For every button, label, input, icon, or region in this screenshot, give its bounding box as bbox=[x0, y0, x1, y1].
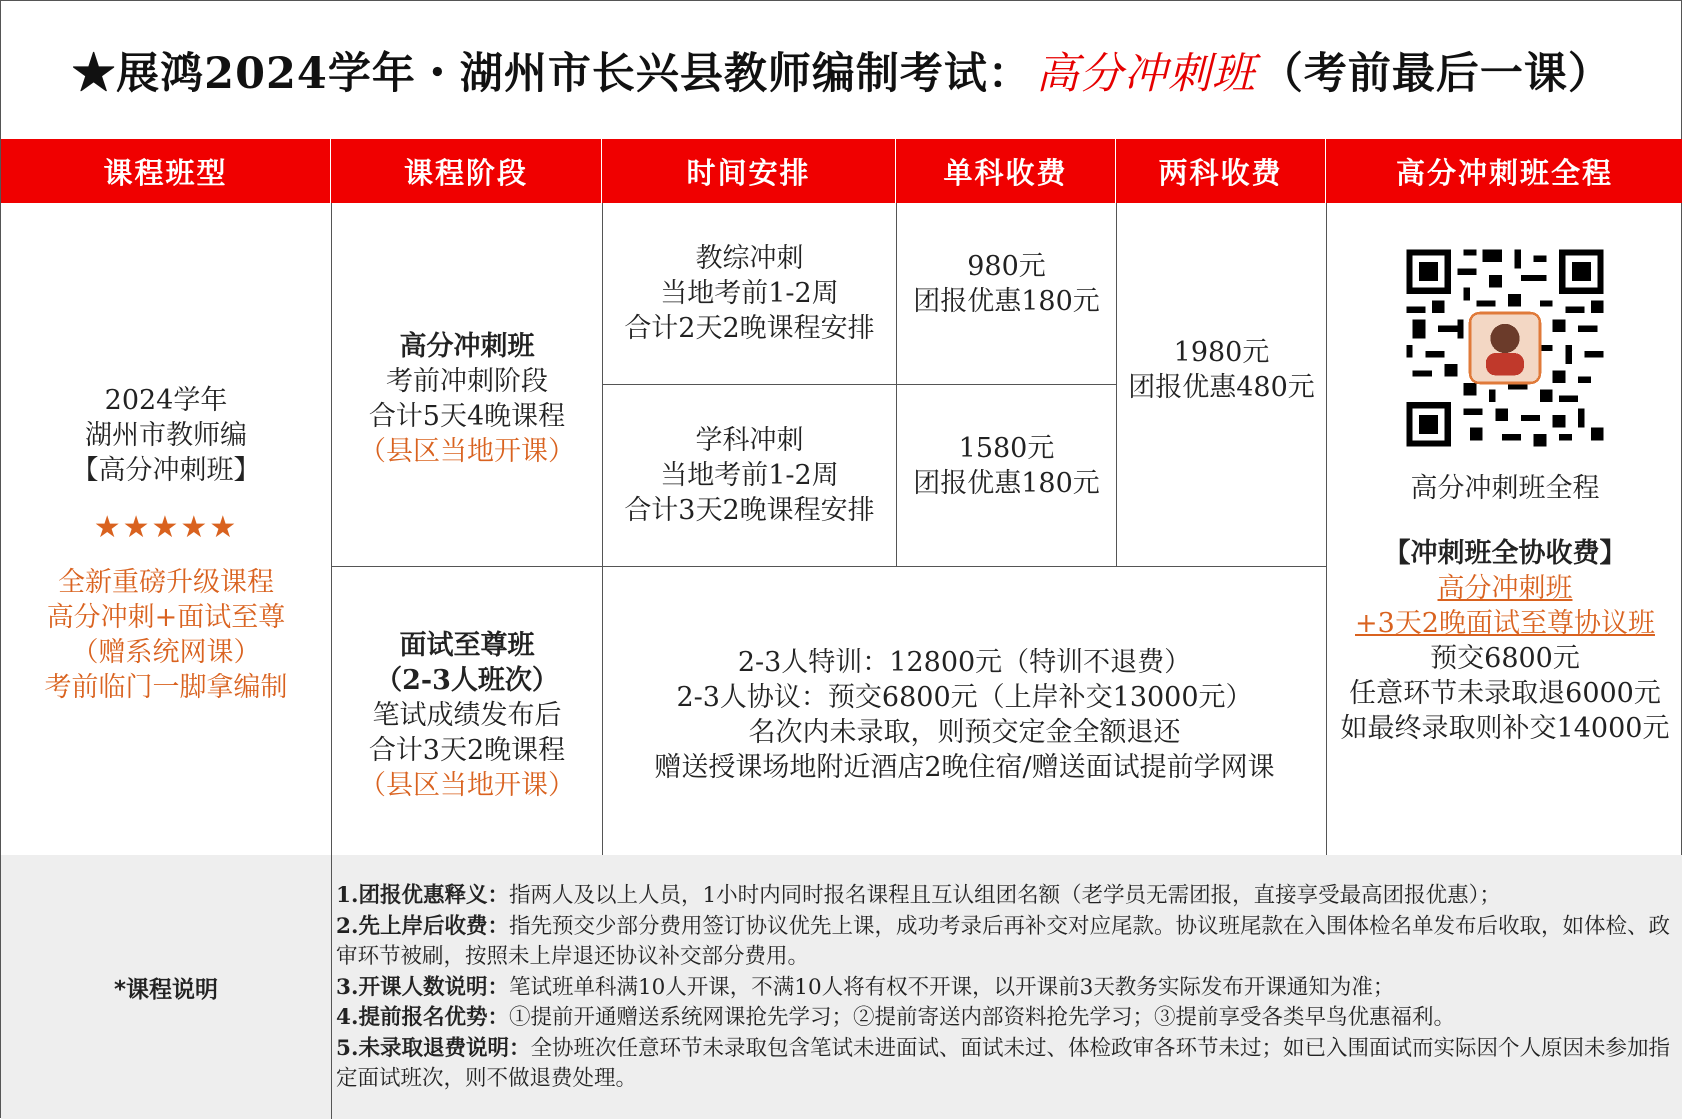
interview-detail-line: 赠送授课场地附近酒店2晚住宿/赠送面试提前学网课 bbox=[654, 752, 1275, 783]
notes-label: *课程说明 bbox=[1, 855, 331, 1119]
promo-line: 全新重磅升级课程 bbox=[58, 567, 274, 598]
fee-two-group: 团报优惠480元 bbox=[1128, 371, 1315, 403]
course-class-name: 【高分冲刺班】 bbox=[71, 455, 261, 486]
promo-line: 考前临门一脚拿编制 bbox=[44, 672, 288, 703]
course-region: 湖州市教师编 bbox=[85, 420, 247, 451]
protocol-prepay: 预交6800元 bbox=[1430, 643, 1580, 674]
header-schedule: 时间安排 bbox=[602, 139, 896, 203]
stage-interview-name: 面试至尊班 bbox=[399, 629, 535, 661]
note-item: 5.未录取退费说明：全协班次任意环节未录取包含笔试未进面试、面试未过、体检政审各环节未过；如已入围面试而实际因个人原因未参加指定面试班次，则不做退费处理。 bbox=[336, 1035, 1670, 1091]
stage-interview-size: （2-3人班次） bbox=[375, 664, 559, 696]
schedule-subject-cell bbox=[603, 385, 896, 566]
schedule-subject-title: 学科冲刺 bbox=[695, 425, 804, 456]
protocol-title: 【冲刺班全协收费】 bbox=[1383, 538, 1627, 569]
title-prefix: ★展鸿2024学年・湖州市长兴县教师编制考试： bbox=[72, 48, 1032, 99]
header-course-type: 课程班型 bbox=[1, 139, 331, 203]
fee-subject-price: 1580元 bbox=[958, 432, 1055, 464]
full-course-link[interactable]: 高分冲刺班 bbox=[1437, 573, 1573, 604]
fee-general-group: 团报优惠180元 bbox=[913, 285, 1100, 317]
stage-interview-timing: 笔试成绩发布后 bbox=[372, 699, 562, 731]
schedule-general-timing: 当地考前1-2周 bbox=[660, 278, 839, 309]
title-highlight: 高分冲刺班 bbox=[1035, 48, 1256, 99]
interview-detail-line: 2-3人协议：预交6800元（上岸补交13000元） bbox=[676, 682, 1253, 713]
header-single-fee: 单科收费 bbox=[896, 139, 1116, 203]
protocol-final: 如最终录取则补交14000元 bbox=[1340, 713, 1670, 744]
course-year: 2024学年 bbox=[104, 385, 228, 416]
note-item: 1.团报优惠释义：指两人及以上人员，1小时内同时报名课程且互认组团名额（老学员无需团报，直接享受最高团报优惠）； bbox=[336, 883, 1501, 908]
stage-sprint-name: 高分冲刺班 bbox=[399, 330, 535, 362]
stage-interview-cell bbox=[332, 567, 602, 855]
interview-protocol-link[interactable]: +3天2晚面试至尊协议班 bbox=[1355, 608, 1655, 639]
stage-interview-duration: 合计3天2晚课程 bbox=[368, 734, 566, 766]
interview-detail-cell bbox=[603, 567, 1326, 855]
schedule-subject-timing: 当地考前1-2周 bbox=[660, 460, 839, 491]
schedule-general-duration: 合计2天2晚课程安排 bbox=[624, 313, 875, 344]
fee-general-price: 980元 bbox=[967, 250, 1046, 282]
full-course-cell bbox=[1327, 203, 1682, 855]
schedule-general-title: 教综冲刺 bbox=[695, 243, 804, 274]
fee-two-subject-cell bbox=[1117, 203, 1326, 566]
stage-interview-location: （县区当地开课） bbox=[359, 769, 575, 801]
fee-subject-group: 团报优惠180元 bbox=[913, 467, 1100, 499]
fee-two-price: 1980元 bbox=[1173, 336, 1270, 368]
header-course-stage: 课程阶段 bbox=[331, 139, 602, 203]
note-item: 3.开课人数说明：笔试班单科满10人开课，不满10人将有权不开课，以开课前3天教务实际发布开课通知为准； bbox=[336, 974, 1395, 1000]
stage-sprint-duration: 合计5天4晚课程 bbox=[368, 400, 566, 432]
protocol-refund: 任意环节未录取退6000元 bbox=[1349, 678, 1661, 709]
note-item: 4.提前报名优势：①提前开通赠送系统网课抢先学习；②提前寄送内部资料抢先学习；③提前享受各类早鸟优惠福利。 bbox=[336, 1005, 1455, 1030]
fee-subject-cell bbox=[897, 385, 1116, 566]
qr-code-icon[interactable] bbox=[1400, 243, 1610, 453]
schedule-general-cell bbox=[603, 203, 896, 384]
page-title bbox=[1, 1, 1682, 140]
promo-line: 高分冲刺+面试至尊 bbox=[46, 602, 286, 633]
note-item: 2.先上岸后收费：指先预交少部分费用签订协议优先上课，成功考录后再补交对应尾款。协议班尾款在入围体检名单发布后收取，如体检、政审环节被刷，按照未上岸退还协议补交部分费用。 bbox=[336, 913, 1670, 969]
header-full-course: 高分冲刺班全程 bbox=[1326, 139, 1682, 203]
course-notes bbox=[332, 855, 1682, 1119]
interview-detail-line: 名次内未录取，则预交定金全额退还 bbox=[748, 717, 1181, 748]
header-two-subject-fee: 两科收费 bbox=[1116, 139, 1326, 203]
fee-general-cell bbox=[897, 203, 1116, 384]
stage-sprint-cell bbox=[332, 203, 602, 566]
stage-sprint-location: （县区当地开课） bbox=[359, 435, 575, 467]
promo-line: （赠系统网课） bbox=[71, 637, 261, 668]
stage-sprint-phase: 考前冲刺阶段 bbox=[386, 365, 548, 397]
qr-caption: 高分冲刺班全程 bbox=[1410, 473, 1600, 504]
course-type-cell bbox=[1, 203, 331, 855]
interview-detail-line: 2-3人特训：12800元（特训不退费） bbox=[737, 647, 1192, 678]
schedule-subject-duration: 合计3天2晚课程安排 bbox=[624, 495, 875, 526]
title-suffix: （考前最后一课） bbox=[1259, 48, 1612, 99]
rating-stars: ★★★★★ bbox=[93, 510, 239, 545]
